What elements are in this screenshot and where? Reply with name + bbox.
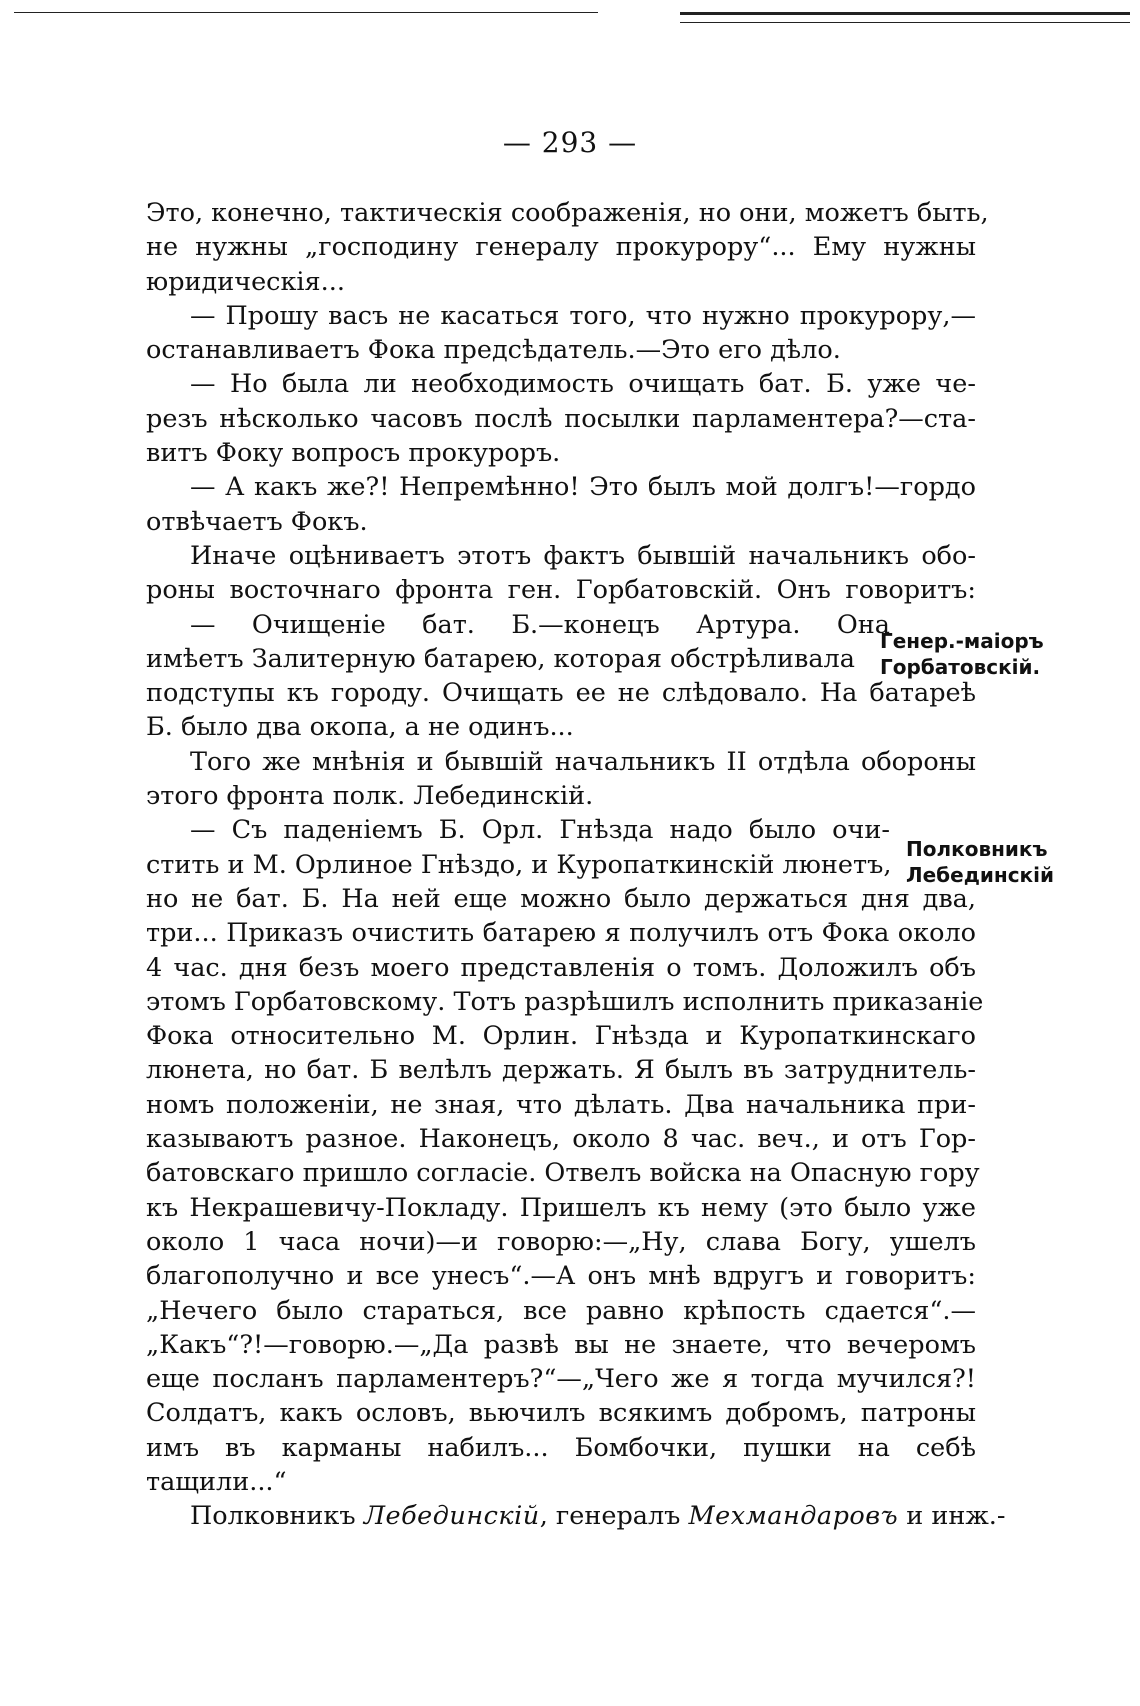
text-line: этого фронта полк. Лебединскій.	[146, 781, 594, 812]
text-line: къ Некрашевичу-Покладу. Пришелъ къ нему (это было уже	[146, 1192, 976, 1223]
text-line: — Прошу васъ не касаться того, что нужно прокурору,—	[190, 300, 976, 331]
text-line: три... Приказъ очистить батарею я получилъ отъ Фока около	[146, 918, 976, 949]
body-text	[146, 196, 1006, 1534]
text-line: стить и М. Орлиное Гнѣздо, и Куропаткинскій люнетъ,	[146, 849, 892, 880]
text-line: тащили...“	[146, 1466, 287, 1497]
text-line: — А какъ же?! Непремѣнно! Это былъ мой долгъ!—гордо	[190, 472, 976, 503]
last-text-line	[146, 1499, 1006, 1533]
margin-note-line: Генер.-маіоръ	[880, 629, 1044, 653]
text-line: Того же мнѣнія и бывшій начальникъ II отдѣла обороны	[190, 746, 976, 777]
text-line: подступы къ городу. Очищать ее не слѣдовало. На батареѣ	[146, 678, 976, 709]
last-line-part3: и инж.-	[898, 1501, 1006, 1532]
text-line: люнета, но бат. Б велѣлъ держать. Я былъ въ затруднитель-	[146, 1055, 976, 1086]
text-line: но не бат. Б. На ней еще можно было держаться дня два,	[146, 883, 976, 914]
text-line: „Нечего было стараться, все равно крѣпость сдается“.—	[146, 1295, 976, 1326]
text-line: резъ нѣсколько часовъ послѣ посылки парламентера?—ста-	[146, 403, 976, 434]
text-line: Солдатъ, какъ ословъ, вьючилъ всякимъ добромъ, патроны	[146, 1398, 976, 1429]
text-line: Иначе оцѣниваетъ этотъ фактъ бывшій начальникъ обо-	[190, 540, 976, 571]
text-line: — Очищеніе бат. Б.—конецъ Артура. Она	[190, 609, 890, 640]
text-line: Б. было два окопа, а не одинъ...	[146, 712, 574, 743]
text-line: еще посланъ парламентеръ?“—„Чего же я тогда мучился?!	[146, 1364, 976, 1395]
top-rule-right	[680, 12, 1130, 15]
top-rule-left	[14, 12, 598, 13]
last-line-part1: Полковникъ	[190, 1501, 364, 1532]
last-line-name2: Мехмандаровъ	[688, 1501, 899, 1532]
text-line: витъ Фоку вопросъ прокуроръ.	[146, 438, 561, 469]
text-line: Фока относительно М. Орлин. Гнѣзда и Куропаткинскаго	[146, 1021, 976, 1052]
text-line: около 1 часа ночи)—и говорю:—„Ну, слава Богу, ушелъ	[146, 1226, 976, 1257]
text-line: имъ въ карманы набилъ... Бомбочки, пушки на себѣ	[146, 1432, 976, 1463]
text-line: казываютъ разное. Наконецъ, около 8 час. веч., и отъ Гор-	[146, 1124, 976, 1155]
text-line: роны восточнаго фронта ген. Горбатовскій. Онъ говоритъ:	[146, 575, 976, 606]
text-line: этомъ Горбатовскому. Тотъ разрѣшилъ исполнить приказаніе	[146, 986, 984, 1017]
page-number: — 293 —	[502, 126, 638, 159]
margin-note-gorbatovsky	[880, 628, 1044, 680]
last-line-part2: , генералъ	[539, 1501, 689, 1532]
top-rule-right-thin	[680, 22, 1130, 23]
text-line: „Какъ“?!—говорю.—„Да развѣ вы не знаете, что вечеромъ	[146, 1329, 976, 1360]
margin-note-lebedinsky	[906, 836, 1054, 888]
text-line: не нужны „господину генералу прокурору“... Ему нужны	[146, 232, 976, 263]
text-line: останавливаетъ Фока предсѣдатель.—Это его дѣло.	[146, 335, 841, 366]
text-line: Это, конечно, тактическія соображенія, но они, можетъ быть,	[146, 198, 989, 228]
last-line-name1: Лебединскій	[363, 1501, 540, 1532]
text-line: юридическія...	[146, 266, 345, 297]
text-line: благополучно и все унесъ“.—А онъ мнѣ вдругъ и говоритъ:	[146, 1261, 976, 1292]
margin-note-line: Горбатовскій.	[880, 655, 1041, 679]
text-line: номъ положеніи, не зная, что дѣлать. Два начальника при-	[146, 1089, 976, 1120]
text-line: отвѣчаетъ Фокъ.	[146, 506, 368, 537]
text-line: — Но была ли необходимость очищать бат. Б. уже че-	[190, 369, 976, 400]
margin-note-line: Полковникъ	[906, 837, 1048, 861]
text-line: батовскаго пришло согласіе. Отвелъ войска на Опасную гору	[146, 1158, 980, 1189]
text-line: 4 час. дня безъ моего представленія о томъ. Доложилъ объ	[146, 952, 976, 983]
text-line: имѣетъ Залитерную батарею, которая обстрѣливала	[146, 643, 855, 674]
text-line: — Съ паденіемъ Б. Орл. Гнѣзда надо было очи-	[190, 815, 890, 846]
margin-note-line: Лебединскій	[906, 863, 1054, 887]
